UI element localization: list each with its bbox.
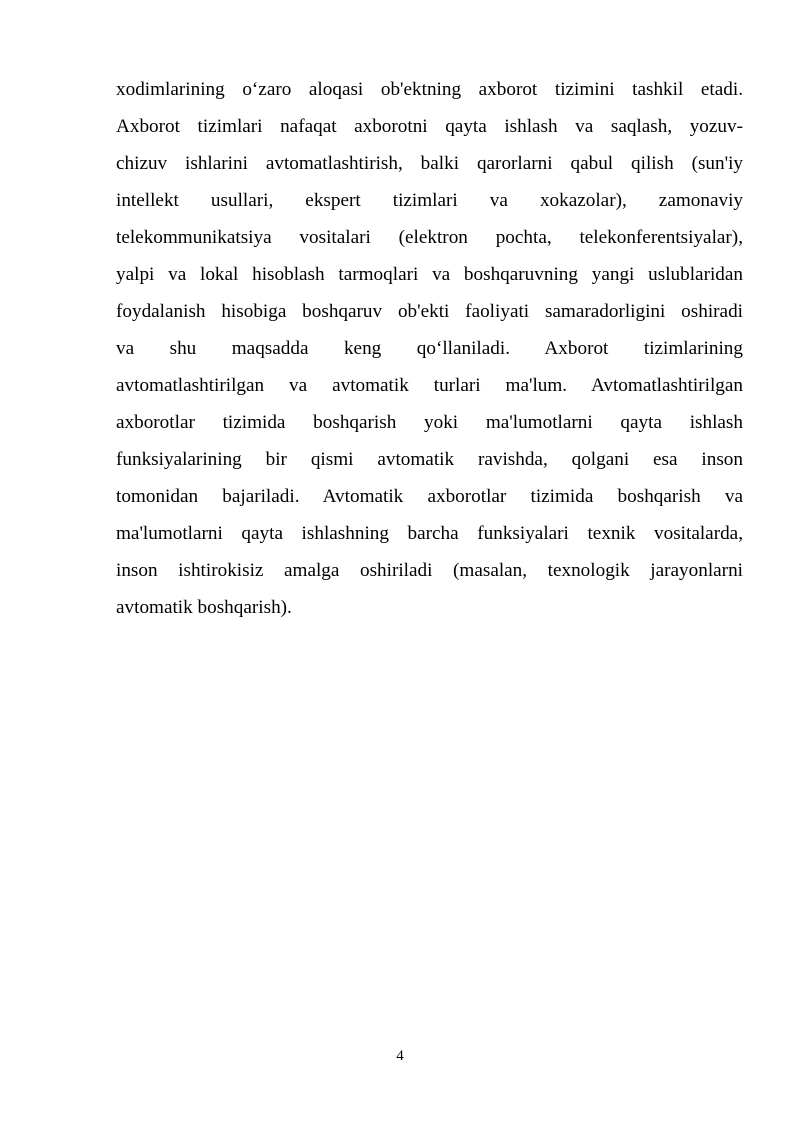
paragraph-line: va shu maqsadda keng qo‘llaniladi. Axborot tizimlarining xyxy=(116,338,743,359)
paragraph-line: ma'lumotlarni qayta ishlashning barcha funksiyalari texnik vositalarda, xyxy=(116,523,743,544)
paragraph-line: tomonidan bajariladi. Avtomatik axborotlar tizimida boshqarish va xyxy=(116,486,743,507)
paragraph-line: axborotlar tizimida boshqarish yoki ma'lumotlarni qayta ishlash xyxy=(116,412,743,433)
paragraph-line: foydalanish hisobiga boshqaruv ob'ekti faoliyati samaradorligini oshiradi xyxy=(116,301,743,322)
paragraph-line-last: avtomatik boshqarish). xyxy=(116,597,292,618)
paragraph-line: telekommunikatsiya vositalari (elektron pochta, telekonferentsiyalar), xyxy=(116,227,743,248)
page-number: 4 xyxy=(396,1048,404,1064)
paragraph-line: avtomatlashtirilgan va avtomatik turlari ma'lum. Avtomatlashtirilgan xyxy=(116,375,743,396)
body-paragraph xyxy=(116,71,743,626)
paragraph-line: funksiyalarining bir qismi avtomatik ravishda, qolgani esa inson xyxy=(116,449,743,470)
paragraph-line: inson ishtirokisiz amalga oshiriladi (masalan, texnologik jarayonlarni xyxy=(116,560,743,581)
paragraph-line: Axborot tizimlari nafaqat axborotni qayta ishlash va saqlash, yozuv- xyxy=(116,116,743,137)
paragraph-line: intellekt usullari, ekspert tizimlari va xokazolar), zamonaviy xyxy=(116,190,743,211)
paragraph-line: chizuv ishlarini avtomatlashtirish, balki qarorlarni qabul qilish (sun'iy xyxy=(116,153,743,174)
paragraph-line: xodimlarining o‘zaro aloqasi ob'ektning axborot tizimini tashkil etadi. xyxy=(116,79,743,100)
paragraph-line: yalpi va lokal hisoblash tarmoqlari va boshqaruvning yangi uslublaridan xyxy=(116,264,743,285)
